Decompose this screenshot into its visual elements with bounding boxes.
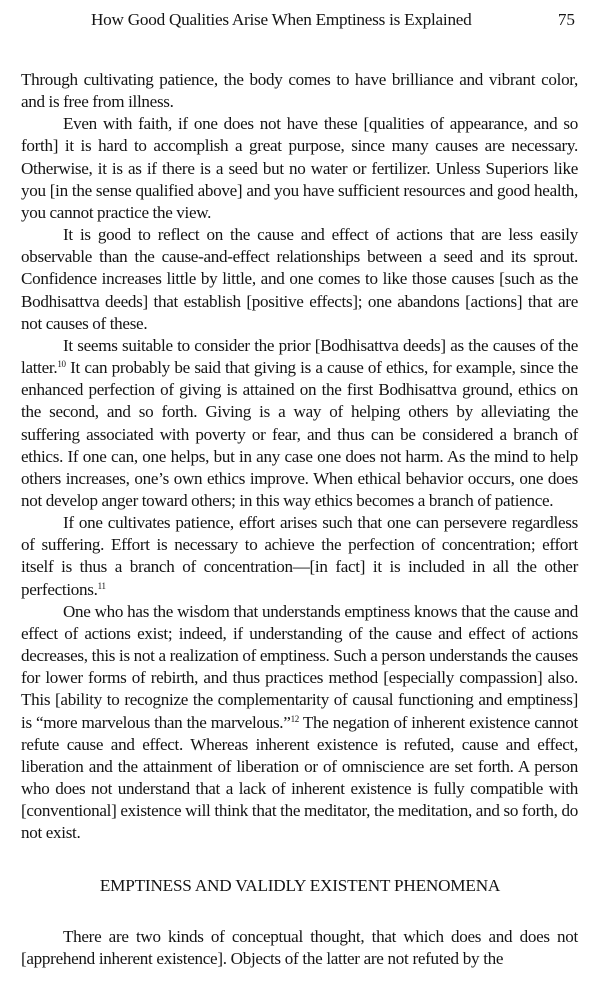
paragraph-text: Through cultivating patience, the body comes to have brilliance and vibrant color, and is free from illness. <box>21 70 578 112</box>
footnote-marker: 12 <box>290 713 299 724</box>
paragraph-text: It seems suitable to consider the prior [Bodhisattva deeds] as the causes of the latter. <box>21 335 578 378</box>
paragraph <box>21 335 578 512</box>
paragraph-text: The negation of inherent existence cannot refute cause and effect. Whereas inherent existence is refuted, cause and effect, liberation and the attainment of liberation or of omniscience are set forth. A person who does not understand that a lack of inherent existence is fully compatible with [conventional] existence will think that the meditator, the meditation, and so forth, do not exist. <box>21 712 578 843</box>
running-head <box>0 7 600 33</box>
paragraph <box>21 512 578 601</box>
page-number: 75 <box>557 10 575 29</box>
paragraph <box>21 113 578 224</box>
paragraph-text: If one cultivates patience, effort arises such that one can persevere regardless of suffering. Effort is necessary to achieve the perfection of concentration; effort itself is thus a branch of concentration—[in fact] it is included in all the other perfections. <box>21 513 578 599</box>
running-title: How Good Qualities Arise When Emptiness is Explained <box>91 10 472 29</box>
footnote-marker: 11 <box>97 580 106 591</box>
paragraph <box>21 69 578 113</box>
paragraph <box>21 601 578 845</box>
paragraph-text: There are two kinds of conceptual thought, that which does and does not [apprehend inherent existence]. Objects of the latter are not refuted by the <box>21 927 578 969</box>
body-text <box>21 69 578 844</box>
footnote-marker: 10 <box>57 359 66 370</box>
paragraph <box>21 926 578 970</box>
section-heading: EMPTINESS AND VALIDLY EXISTENT PHENOMENA <box>99 876 501 895</box>
paragraph-text: One who has the wisdom that understands emptiness knows that the cause and effect of actions exist; indeed, if understanding of the cause and effect of actions decreases, this is not a realization of emptiness. Such a person understands the causes for lower forms of rebirth, and thus practices method [especially compassion] also. This [ability to recognize the complementarity of causal functioning and emptiness] is “more marvelous than the marvelous.” <box>21 601 578 732</box>
paragraph-text: It is good to reflect on the cause and effect of actions that are less easily observable than the cause-and-effect relationships between a seed and its sprout. Confidence increases little by little, and one comes to like those causes [such as the Bodhisattva deeds] that establish [positive effects]; one abandons [actions] that are not causes of these. <box>21 225 578 333</box>
paragraph-text: Even with faith, if one does not have these [qualities of appearance, and so forth] it is hard to accomplish a great purpose, since many causes are necessary. Otherwise, it is as if there is a seed but no water or fertilizer. Unless Superiors like you [in the sense qualified above] and you have sufficient resources and good health, you cannot practice the view. <box>21 114 578 222</box>
paragraph <box>21 224 578 335</box>
section-text <box>21 926 578 970</box>
paragraph-text: It can probably be said that giving is a cause of ethics, for example, since the enhanced perfection of giving is attained on the first Bodhisattva ground, ethics on the second, and so forth. Giving is a way of helping others by alleviating the suffering associated with poverty or fear, and thus can be considered a branch of ethics. If one can, one helps, but in any case one does not harm. As the mind to help others increases, one’s own ethics improve. When ethical behavior occurs, one does not develop anger toward others; in this way ethics becomes a branch of patience. <box>21 358 578 510</box>
